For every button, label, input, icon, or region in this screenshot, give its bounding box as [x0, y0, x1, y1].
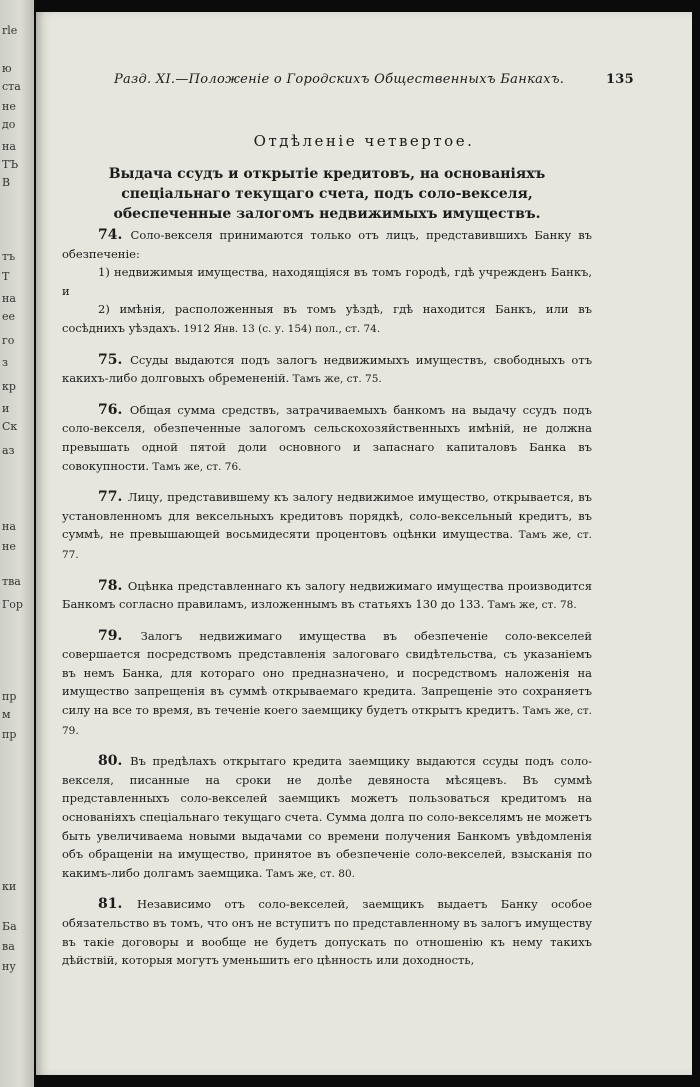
facing-page-fragment: аз	[2, 444, 15, 457]
article-citation: Тамъ же, ст. 76.	[149, 460, 242, 473]
facing-page-fragment: з	[2, 356, 8, 369]
facing-page-fragment: го	[2, 334, 15, 347]
facing-page-fragment: тва	[2, 575, 21, 588]
facing-page-fragment: на	[2, 520, 16, 533]
facing-page-fragment: тъ	[2, 250, 16, 263]
page-number: 135	[605, 72, 634, 87]
facing-page-fragment: и	[2, 402, 10, 415]
article-number: 81.	[98, 896, 137, 913]
article-paragraph	[62, 351, 592, 389]
facing-page-fragment: rle	[2, 24, 18, 37]
facing-page-fragment: Ба	[2, 920, 17, 933]
facing-page-fragment: ее	[2, 310, 16, 323]
article-citation: Тамъ же, ст. 75.	[289, 373, 382, 386]
article-paragraph	[62, 752, 592, 883]
articles-body	[62, 226, 592, 982]
article-citation: Тамъ же, ст. 78.	[484, 599, 577, 612]
facing-page-fragment: ва	[2, 940, 15, 953]
article-text: Независимо отъ соло-векселей, заемщикъ выдаетъ Банку особое обязательство въ томъ, что онъ не вступитъ по представленному въ залогъ имуществу въ такіе договоры и вообще не будетъ допускать по отношенію къ нему такихъ дѣйствій, которыя могутъ уменьшить его цѣнность или доходность,	[62, 897, 593, 968]
article-number: 76.	[98, 401, 130, 418]
article-citation: 1912 Янв. 13 (с. у. 154) пол., ст. 74.	[179, 322, 381, 335]
facing-page-fragment: В	[2, 176, 11, 189]
article-text: Общая сумма средствъ, затрачиваемыхъ банкомъ на выдачу ссудъ подъ соло-векселя, обезпеченные залогомъ сельскохозяйственныхъ имѣній, не должна превышать одной пятой доли основного и запаснаго капиталовъ Банка въ совокупности.	[62, 402, 592, 473]
article-paragraph	[62, 401, 592, 476]
article-text: Ссуды выдаются подъ залогъ недвижимыхъ имуществъ, свободныхъ отъ какихъ-либо долговыхъ обремененій.	[62, 352, 593, 386]
article-text: Соло-векселя принимаются только отъ лицъ, представившихъ Банку въ обезпеченіе:	[62, 228, 592, 261]
facing-page-fragment: не	[2, 540, 16, 553]
article-paragraph	[62, 226, 592, 339]
facing-page-fragment: Ск	[2, 420, 18, 433]
article-paragraph	[62, 488, 592, 564]
article-text: Залогъ недвижимаго имущества въ обезпеченіе соло-векселей совершается посредствомъ представленія залоговаго свидѣтельства, съ указаніемъ въ немъ Банка, для котораго оно предназначено, и посредствомъ наложенія на имущество запрещенія въ суммѣ открываемаго кредита. Запрещеніе это сохраняетъ силу на все то время, въ теченіе коего заемщику будетъ открытъ кредитъ.	[62, 628, 592, 718]
facing-page-fragment: ну	[2, 960, 16, 973]
running-head-text: Разд. XI.—Положеніе о Городскихъ Общественныхъ Банкахъ.	[114, 72, 565, 87]
running-head	[114, 72, 634, 87]
article-number: 74.	[98, 227, 131, 243]
article-list-item: 1) недвижимыя имущества, находящіяся въ томъ городѣ, гдѣ учрежденъ Банкъ, и	[62, 265, 592, 298]
facing-page-fragment: не	[2, 100, 16, 113]
facing-page-fragment: пр	[2, 728, 17, 741]
article-citation: Тамъ же, ст. 77.	[62, 529, 592, 561]
article-paragraph	[62, 627, 592, 741]
article-paragraph	[62, 895, 592, 969]
facing-page-fragment: до	[2, 118, 16, 131]
book-page	[36, 12, 692, 1075]
article-text: Оцѣнка представленнаго къ залогу недвижимаго имущества производится Банкомъ согласно правиламъ, изложеннымъ въ статьяхъ 130 до 133.	[62, 578, 593, 612]
article-text: Лицу, представившему къ залогу недвижимое имущество, открывается, въ установленномъ для вексельныхъ кредитовъ порядкѣ, соло-вексельный кредитъ, въ суммѣ, не превышающей восьмидесяти процентовъ оцѣнки имущества.	[62, 490, 592, 542]
facing-page-fragment: ТЪ	[2, 158, 19, 171]
facing-page-fragment: ста	[2, 80, 21, 93]
facing-page-fragment: ки	[2, 880, 17, 893]
section-subtitle: Выдача ссудъ и открытіе кредитовъ, на основаніяхъ спеціальнаго текущаго счета, подъ соло-векселя, обеспеченные залогомъ недвижимыхъ имуществъ.	[108, 166, 546, 222]
facing-page-fragment: ю	[2, 62, 12, 75]
article-paragraph	[62, 577, 592, 615]
facing-page-edge	[0, 0, 34, 1087]
article-citation: Тамъ же, ст. 80.	[262, 867, 355, 880]
article-text: Въ предѣлахъ открытаго кредита заемщику выдаются ссуды подъ соло-векселя, писанные на сроки не долѣе девяноста мѣсяцевъ. Въ суммѣ представленныхъ соло-векселей заемщикъ можетъ пользоваться кредитомъ на основаніяхъ спеціальнаго текущаго счета. Сумма долга по соло-векселямъ не можетъ быть увеличиваема новыми выдачами со времени получения Банкомъ увѣдомленія объ обращеніи на имущество, принятое въ обезпеченіе соло-векселей, взысканія по какимъ-либо долгамъ заемщика.	[62, 754, 592, 880]
facing-page-fragment: пр	[2, 690, 17, 703]
facing-page-fragment: кр	[2, 380, 16, 393]
article-list-item: 2) имѣнія, расположенныя въ томъ уѣздѣ, гдѣ находится Банкъ, или въ сосѣднихъ уѣздахъ.	[62, 302, 592, 335]
facing-page-fragment: м	[2, 708, 11, 721]
facing-page-fragment: T	[2, 270, 10, 283]
article-number: 80.	[98, 753, 131, 770]
facing-page-fragment: на	[2, 140, 16, 153]
facing-page-fragment: на	[2, 292, 16, 305]
article-number: 77.	[98, 489, 128, 506]
article-number: 78.	[98, 577, 128, 594]
article-number: 79.	[98, 627, 141, 644]
facing-page-fragment: Гор	[2, 598, 23, 611]
article-number: 75.	[98, 351, 131, 368]
article-citation: Тамъ же, ст. 79.	[62, 705, 592, 737]
section-title: Отдѣленіе четвертое.	[253, 132, 475, 150]
